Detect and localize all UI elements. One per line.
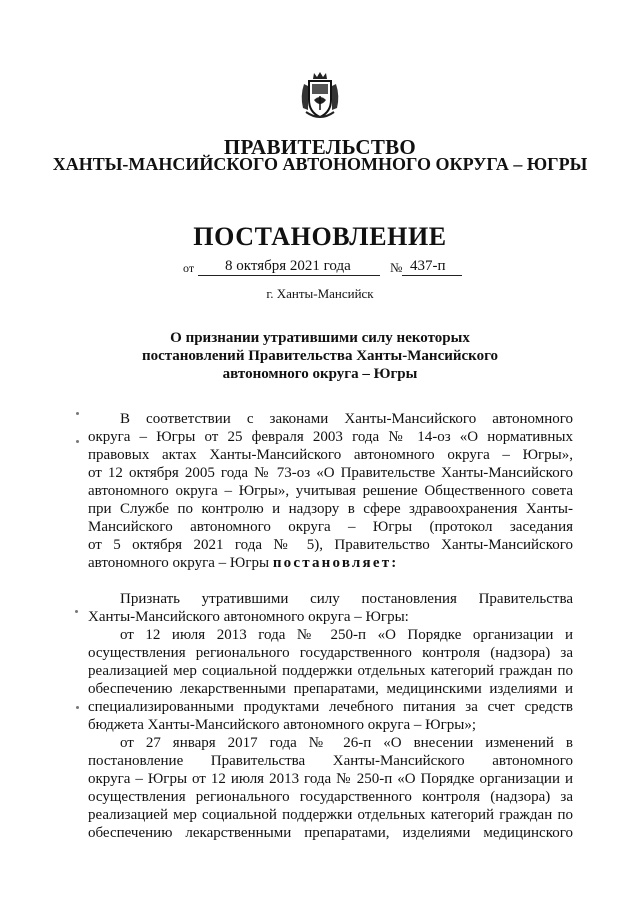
body-line: правовых актах Ханты-Мансийского автономного округа – Югры»,	[88, 447, 573, 463]
body-line: Мансийского автономного округа – Югры (протокол заседания	[88, 519, 573, 535]
body-line: от 5 октября 2021 года № 5), Правительство Ханты-Мансийского	[88, 537, 573, 553]
body-line: автономного округа – Югры», учитывая решение Общественного совета	[88, 483, 573, 499]
body-line: при Службе по контролю и надзору в сфере здравоохранения Ханты-	[88, 501, 573, 517]
document-type: ПОСТАНОВЛЕНИЕ	[193, 222, 447, 251]
body-line: от 12 октября 2005 года № 73-оз «О Правительстве Ханты-Мансийского	[88, 465, 573, 481]
scan-mark	[75, 610, 78, 613]
document-number: 437-п	[410, 258, 446, 274]
scan-mark	[76, 706, 79, 709]
scan-mark	[76, 440, 79, 443]
number-underline	[402, 275, 462, 276]
body-line: реализацией мер социальной поддержки отдельных категорий граждан по	[88, 663, 573, 679]
body-line: Ханты-Мансийского автономного округа – Югры:	[88, 609, 409, 625]
body-line: обеспечению лекарственными препаратами, изделиями медицинского	[88, 825, 573, 841]
body-line: специализированными продуктами лечебного питания за счет средств	[88, 699, 573, 715]
government-title: ПРАВИТЕЛЬСТВО	[223, 135, 417, 159]
number-prefix: №	[390, 260, 403, 275]
date-prefix: от	[183, 261, 195, 275]
body-line: постановление Правительства Ханты-Мансийского автономного	[88, 753, 573, 769]
body-line: Признать утратившими силу постановления Правительства	[120, 591, 573, 607]
city-label: г. Ханты-Мансийск	[266, 286, 374, 301]
body-line: бюджета Ханты-Мансийского автономного округа – Югры»;	[88, 717, 477, 733]
date-underline	[198, 275, 380, 276]
body-line: округа – Югры от 12 июля 2013 года № 250-п «О Порядке организации и	[88, 771, 573, 787]
body-line: В соответствии с законами Ханты-Мансийского автономного	[120, 411, 573, 427]
body-line: реализацией мер социальной поддержки отдельных категорий граждан по	[88, 807, 573, 823]
body-line: округа – Югры от 25 февраля 2003 года № 14-оз «О нормативных	[88, 429, 573, 445]
scan-mark	[76, 412, 79, 415]
body-line: осуществления регионального государственного контроля (надзора) за	[88, 645, 573, 661]
decree-keyword: постановляет:	[272, 555, 399, 571]
body-line: от 27 января 2017 года № 26-п «О внесении изменений в	[120, 735, 573, 751]
body-line: осуществления регионального государственного контроля (надзора) за	[88, 789, 573, 805]
subject-line: автономного округа – Югры	[222, 366, 418, 382]
subject-line: О признании утратившими силу некоторых	[170, 330, 470, 346]
coat-of-arms-icon	[300, 70, 340, 122]
body-line: обеспечению лекарственными препаратами, медицинскими изделиями и	[88, 681, 573, 697]
subject-title	[0, 329, 640, 383]
body-line: от 12 июля 2013 года № 250-п «О Порядке организации и	[120, 627, 573, 643]
government-subtitle: ХАНТЫ-МАНСИЙСКОГО АВТОНОМНОГО ОКРУГА – ЮГРЫ	[52, 154, 588, 174]
document-date: 8 октября 2021 года	[225, 258, 351, 274]
subject-line: постановлений Правительства Ханты-Мансийского	[141, 348, 499, 364]
body-line	[88, 554, 573, 572]
body-text: автономного округа – Югры	[88, 555, 273, 571]
